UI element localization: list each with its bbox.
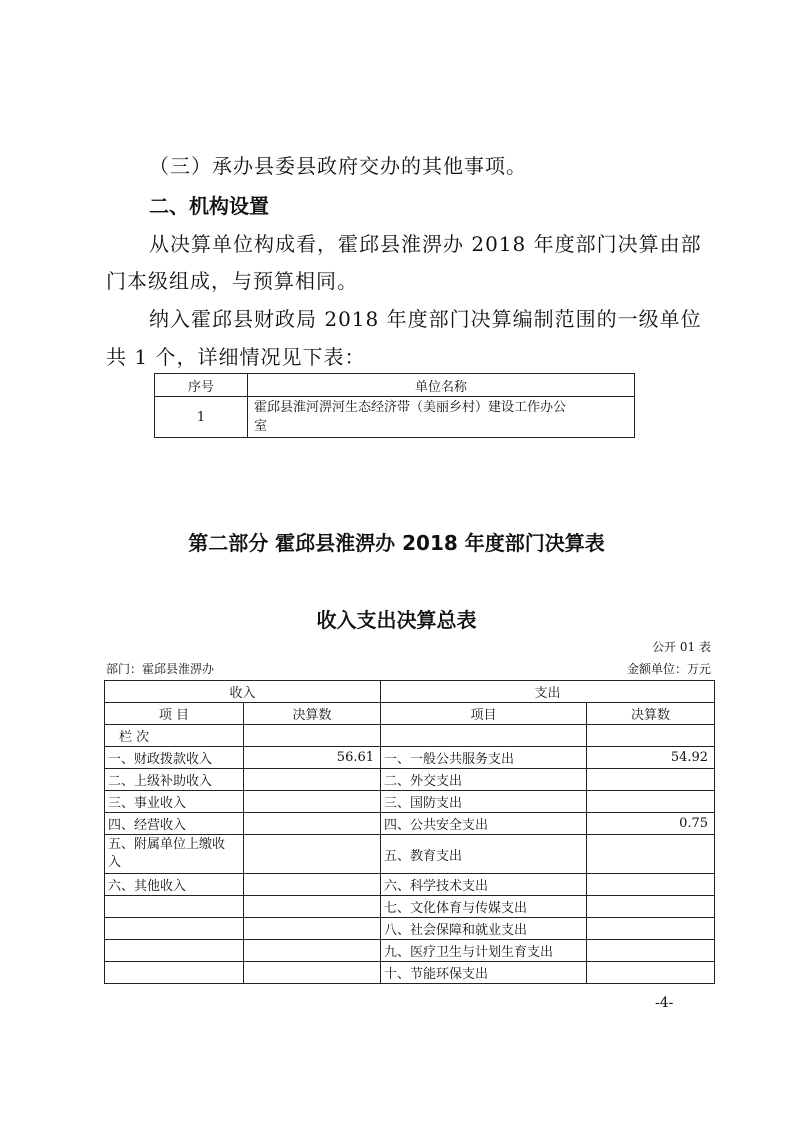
income-amount [244, 813, 381, 835]
paragraph-composition-line1: 从决算单位构成看，霍邱县淮淠办 2018 年度部门决算由部 [149, 232, 702, 256]
table-header-row [105, 703, 715, 725]
income-item: 三、事业收入 [105, 791, 244, 813]
expense-item: 六、科学技术支出 [381, 874, 587, 896]
expense-item-header: 项目 [381, 703, 587, 725]
expense-item: 七、文化体育与传媒支出 [381, 896, 587, 918]
table-header-row [105, 681, 715, 703]
expense-item: 三、国防支出 [381, 791, 587, 813]
income-item [105, 896, 244, 918]
expense-item: 二、外交支出 [381, 769, 587, 791]
page-number: -4- [655, 995, 674, 1011]
table-row [105, 769, 715, 791]
expense-amount [587, 791, 715, 813]
table-row [105, 813, 715, 835]
heading-organization: 二、机构设置 [149, 194, 269, 218]
empty-cell [244, 725, 381, 747]
empty-cell [587, 725, 715, 747]
row-index-label: 栏 次 [105, 725, 244, 747]
unit-name-line2: 室 [254, 419, 268, 434]
income-amount-header: 决算数 [244, 703, 381, 725]
income-amount [244, 940, 381, 962]
expense-amount: 0.75 [587, 813, 715, 835]
expense-amount [587, 769, 715, 791]
income-item: 四、经营收入 [105, 813, 244, 835]
income-amount: 56.61 [244, 747, 381, 769]
income-item [105, 918, 244, 940]
expense-amount: 54.92 [587, 747, 715, 769]
expense-item: 四、公共安全支出 [381, 813, 587, 835]
income-item: 五、附属单位上缴收入 [105, 835, 244, 874]
expense-item: 十、节能环保支出 [381, 962, 587, 984]
table-row [105, 896, 715, 918]
income-amount [244, 791, 381, 813]
income-amount [244, 896, 381, 918]
unit-no: 1 [155, 397, 248, 438]
income-item [105, 962, 244, 984]
expense-item: 九、医疗卫生与计划生育支出 [381, 940, 587, 962]
paragraph-composition-line2: 门本级组成，与预算相同。 [106, 269, 358, 293]
income-amount [244, 962, 381, 984]
table-row [105, 940, 715, 962]
income-item [105, 940, 244, 962]
paragraph-other-duties: （三）承办县委县政府交办的其他事项。 [149, 154, 527, 178]
table-row [155, 397, 635, 438]
expense-item: 八、社会保障和就业支出 [381, 918, 587, 940]
income-amount [244, 874, 381, 896]
expense-amount [587, 835, 715, 874]
unit-table [154, 373, 635, 438]
income-amount [244, 835, 381, 874]
header-name: 单位名称 [248, 374, 635, 397]
expense-amount-header: 决算数 [587, 703, 715, 725]
department-label: 部门：霍邱县淮淠办 [106, 662, 215, 676]
table-row [105, 791, 715, 813]
unit-name [248, 397, 635, 438]
income-amount [244, 769, 381, 791]
expense-item: 一、一般公共服务支出 [381, 747, 587, 769]
table-title: 收入支出决算总表 [316, 608, 477, 632]
income-item: 六、其他收入 [105, 874, 244, 896]
expense-amount [587, 874, 715, 896]
paragraph-scope-line1: 纳入霍邱县财政局 2018 年度部门决算编制范围的一级单位 [149, 307, 702, 331]
table-row [105, 874, 715, 896]
expense-amount [587, 962, 715, 984]
income-item: 一、财政拨款收入 [105, 747, 244, 769]
table-row [105, 962, 715, 984]
amount-unit-label: 金额单位：万元 [626, 662, 711, 676]
income-amount [244, 918, 381, 940]
table-row [105, 918, 715, 940]
expense-item: 五、教育支出 [381, 835, 587, 874]
expense-amount [587, 896, 715, 918]
header-no: 序号 [155, 374, 248, 397]
paragraph-scope-line2: 共 1 个，详细情况见下表： [106, 345, 366, 369]
table-row [105, 725, 715, 747]
table-header-row [155, 374, 635, 397]
income-item-header: 项 目 [105, 703, 244, 725]
section-title: 第二部分 霍邱县淮淠办 2018 年度部门决算表 [188, 531, 605, 555]
expense-amount [587, 918, 715, 940]
income-header: 收入 [105, 681, 381, 703]
income-item: 二、上级补助收入 [105, 769, 244, 791]
table-code: 公开 01 表 [652, 640, 711, 654]
table-row [105, 835, 715, 874]
expense-amount [587, 940, 715, 962]
table-row [105, 747, 715, 769]
unit-name-line1: 霍邱县淮河淠河生态经济带（美丽乡村）建设工作办公 [254, 400, 567, 415]
expense-header: 支出 [381, 681, 715, 703]
empty-cell [381, 725, 587, 747]
summary-table [104, 680, 715, 984]
